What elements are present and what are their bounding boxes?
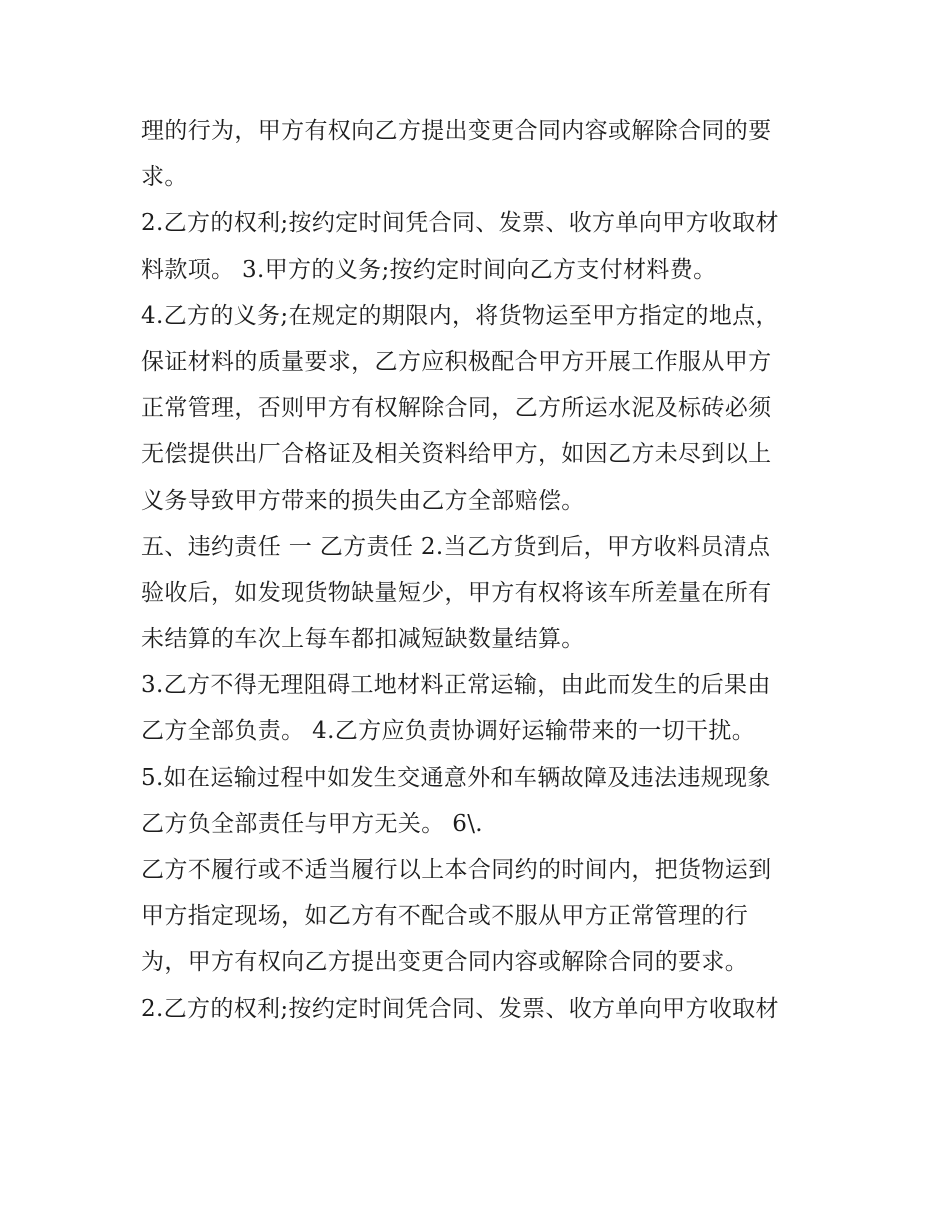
text-line: 2.乙方的权利;按约定时间凭合同、发票、收方单向甲方收取材 xyxy=(141,995,779,1022)
text-line: 3.乙方不得无理阻碍工地材料正常运输，由此而发生的后果由 xyxy=(141,672,771,699)
contract-text-body xyxy=(141,108,841,1032)
text-line: 未结算的车次上每车都扣减短缺数量结算。 xyxy=(141,626,585,653)
text-line: 4.乙方的义务;在规定的期限内，将货物运至甲方指定的地点， xyxy=(141,302,779,329)
text-line: 为，甲方有权向乙方提出变更合同内容或解除合同的要求。 xyxy=(141,949,749,976)
text-line: 保证材料的质量要求，乙方应积极配合甲方开展工作服从甲方 xyxy=(141,348,772,375)
text-line: 验收后，如发现货物缺量短少，甲方有权将该车所差量在所有 xyxy=(141,579,772,606)
text-line: 甲方指定现场，如乙方有不配合或不服从甲方正常管理的行 xyxy=(141,903,749,930)
text-line: 理的行为，甲方有权向乙方提出变更合同内容或解除合同的要 xyxy=(141,118,772,144)
text-line: 乙方全部负责。 4.乙方应负责协调好运输带来的一切干扰。 xyxy=(141,718,756,745)
text-line: 无偿提供出厂合格证及相关资料给甲方，如因乙方未尽到以上 xyxy=(141,441,772,468)
text-line: 乙方负全部责任与甲方无关。 6\. xyxy=(141,810,483,837)
text-line: 乙方不履行或不适当履行以上本合同约的时间内，把货物运到 xyxy=(141,857,772,883)
text-line: 2.乙方的权利;按约定时间凭合同、发票、收方单向甲方收取材 xyxy=(141,210,779,237)
text-line: 求。 xyxy=(141,164,188,191)
text-line: 5.如在运输过程中如发生交通意外和车辆故障及违法违规现象 xyxy=(141,764,771,791)
section-heading-line: 五、违约责任 一 乙方责任 2.当乙方货到后，甲方收料员清点 xyxy=(141,533,771,560)
text-line: 正常管理，否则甲方有权解除合同，乙方所运水泥及标砖必须 xyxy=(141,395,772,422)
text-line: 义务导致甲方带来的损失由乙方全部赔偿。 xyxy=(141,487,585,514)
text-line: 料款项。 3.甲方的义务;按约定时间向乙方支付材料费。 xyxy=(141,256,717,283)
